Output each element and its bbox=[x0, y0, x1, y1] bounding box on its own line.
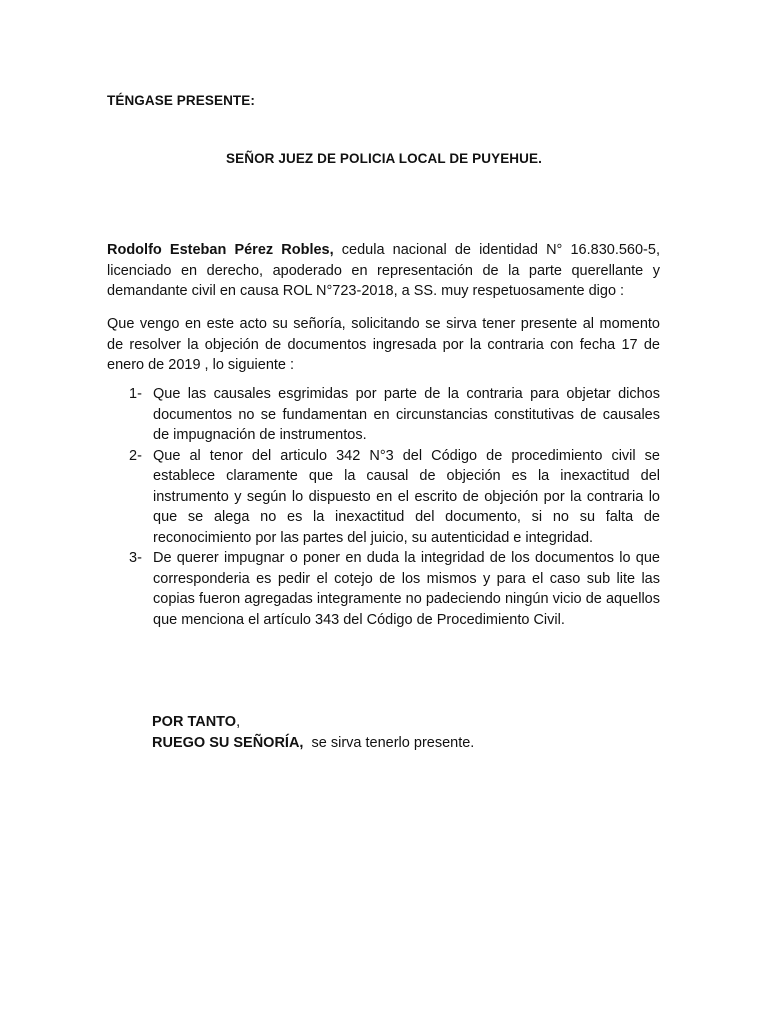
request-paragraph: Que vengo en este acto su señoría, solicitando se sirva tener presente al momento de resolver la objeción de documentos ingresada por la contraria con fecha 17 de enero de 2019 , lo siguiente : bbox=[107, 316, 660, 373]
list-item bbox=[107, 384, 660, 446]
closing-request: se sirva tenerlo presente. bbox=[303, 735, 475, 751]
attorney-name: Rodolfo Esteban Pérez Robles, bbox=[107, 242, 334, 258]
closing-comma: , bbox=[236, 714, 241, 730]
closing-block bbox=[152, 712, 474, 754]
arguments-list bbox=[107, 384, 660, 630]
closing-ruego: RUEGO SU SEÑORÍA, bbox=[152, 735, 304, 751]
list-item-text: Que al tenor del articulo 342 N°3 del Código de procedimiento civil se establece claramente que la causal de objeción es la inexactitud del instrumento y según lo dispuesto en el escrito de objeción por la contraria lo que se alega no es la inexactitud del documento, si no su falta de reconocimiento por las partes del juicio, su autenticidad e integridad. bbox=[153, 447, 660, 546]
closing-por-tanto: POR TANTO bbox=[152, 714, 237, 730]
list-item-text: De querer impugnar o poner en duda la integridad de los documentos lo que corresponderia es pedir el cotejo de los mismos y para el caso sub lite las copias fueron agregadas integramente no padeciendo ningún vicio de aquellos que menciona el artículo 343 del Código de Procedimiento Civil. bbox=[153, 550, 660, 628]
intro-text: cedula nacional de identidad N° 16.830.560-5, licenciado en derecho, apoderado en representación de la parte querellante y demandante civil en causa ROL N°723-2018, a SS. muy respetuosamente digo : bbox=[107, 242, 660, 299]
intro-paragraph bbox=[107, 240, 660, 302]
list-item bbox=[107, 548, 660, 630]
document-heading: TÉNGASE PRESENTE: bbox=[107, 93, 255, 108]
list-item-number: 2- bbox=[129, 447, 142, 464]
list-item-number: 1- bbox=[129, 386, 142, 402]
addressee-heading: SEÑOR JUEZ DE POLICIA LOCAL DE PUYEHUE. bbox=[226, 151, 542, 166]
closing-line-2 bbox=[152, 733, 474, 754]
list-item-text: Que las causales esgrimidas por parte de la contraria para objetar dichos documentos no se fundamentan en circunstancias constitutivas de causales de impugnación de instrumentos. bbox=[153, 386, 660, 443]
list-item bbox=[107, 446, 660, 549]
list-item-number: 3- bbox=[129, 550, 142, 566]
closing-line-1 bbox=[152, 712, 474, 733]
